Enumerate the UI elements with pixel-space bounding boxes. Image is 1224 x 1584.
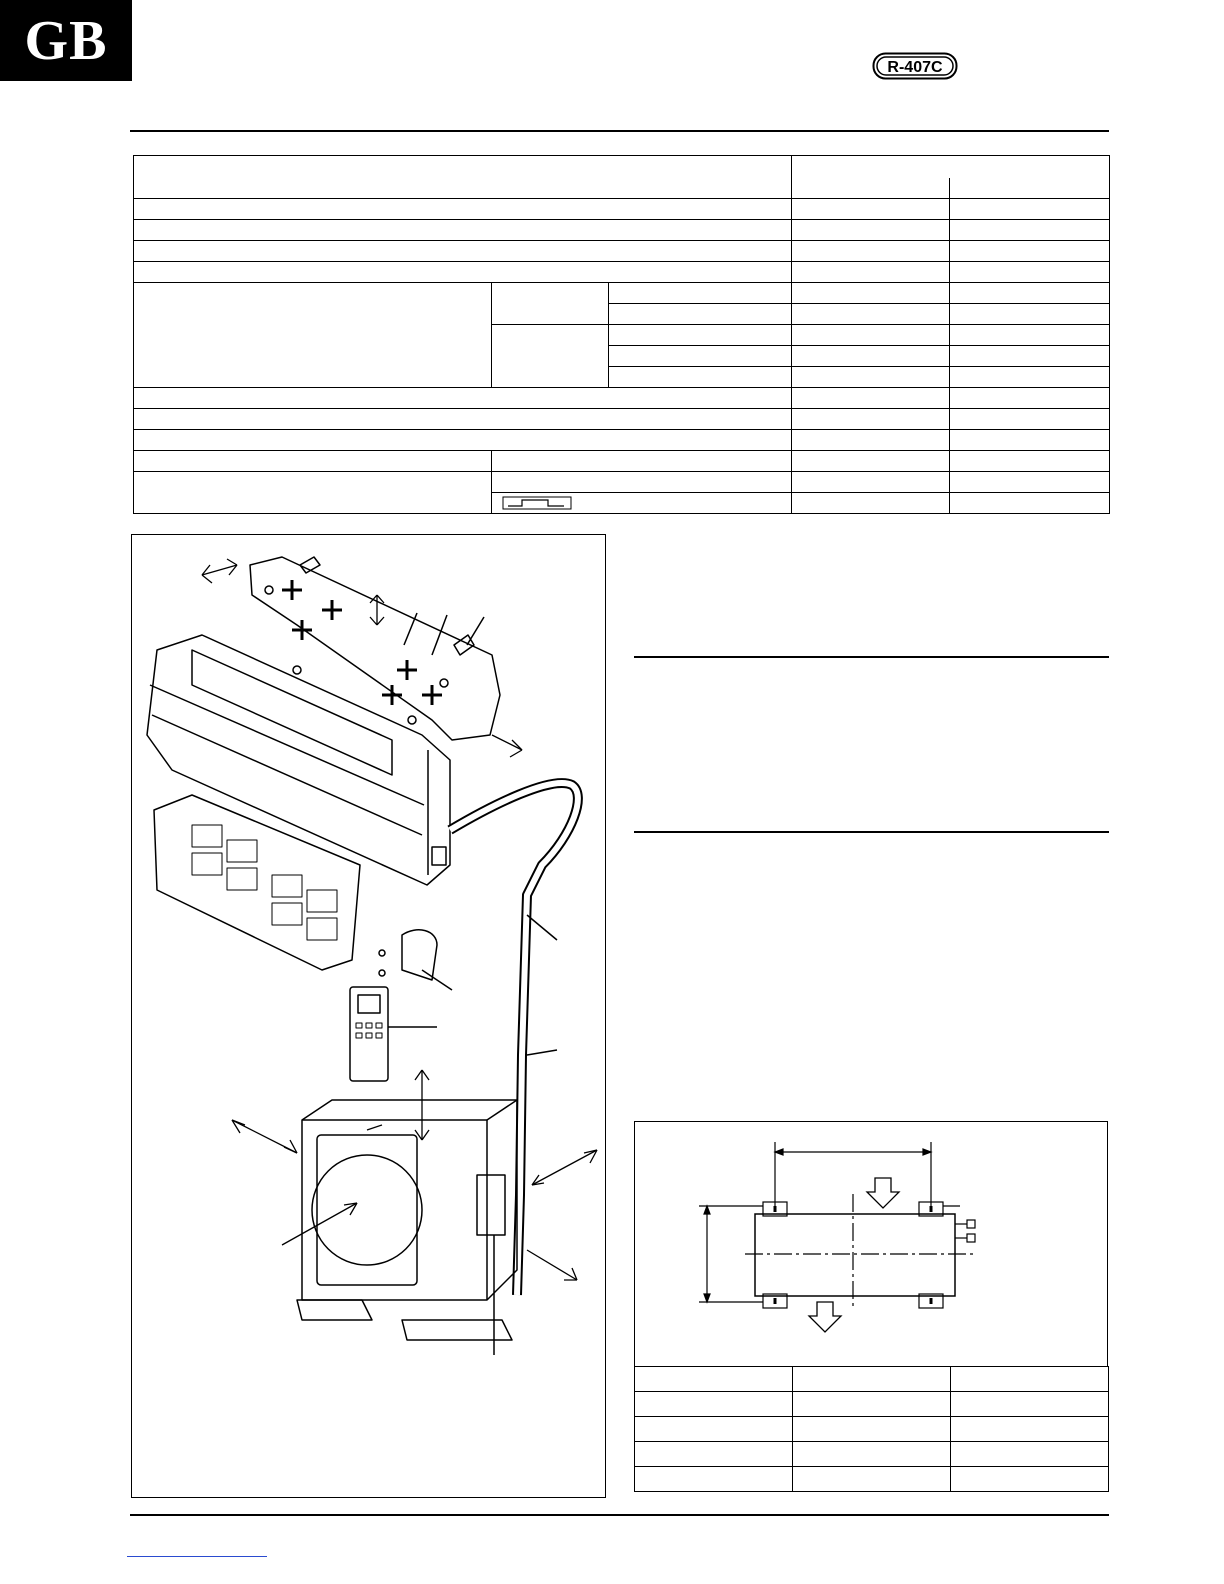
country-code-text: GB [24,9,108,72]
spec-row [134,388,1110,409]
dimension-row [635,1442,1109,1467]
outdoor-unit-footprint-icon [635,1122,1107,1366]
spec-row [134,199,1110,220]
spec-row [134,262,1110,283]
section-divider-2 [634,831,1109,833]
spec-model-header [792,156,1110,179]
header-rule [130,130,1109,132]
dimension-row [635,1392,1109,1417]
spec-model-b [950,178,1110,199]
spec-row [134,283,1110,304]
footprint-dimension-table [634,1366,1109,1492]
dimension-row [635,1417,1109,1442]
spec-row [134,472,1110,493]
installation-overview-icon [132,535,604,1495]
installation-figure-frame [131,534,606,1498]
spec-header-row [134,156,1110,179]
pulse-symbol-cell [492,493,792,514]
refrigerant-badge-text: R-407C [887,59,943,76]
link-underline[interactable] [127,1556,267,1557]
spec-header-cell [134,156,792,199]
specification-table [133,155,1110,514]
footprint-figure-frame [634,1121,1108,1367]
spec-row [134,220,1110,241]
spec-row [134,241,1110,262]
pulse-symbol-icon [502,493,582,513]
spec-row [134,451,1110,472]
refrigerant-badge [872,52,958,80]
footer-rule [130,1514,1109,1516]
spec-model-a [792,178,950,199]
dimension-row [635,1467,1109,1492]
dimension-row [635,1367,1109,1392]
country-code-badge [0,0,132,81]
spec-row [134,409,1110,430]
spec-row [134,430,1110,451]
section-divider-1 [634,656,1109,658]
